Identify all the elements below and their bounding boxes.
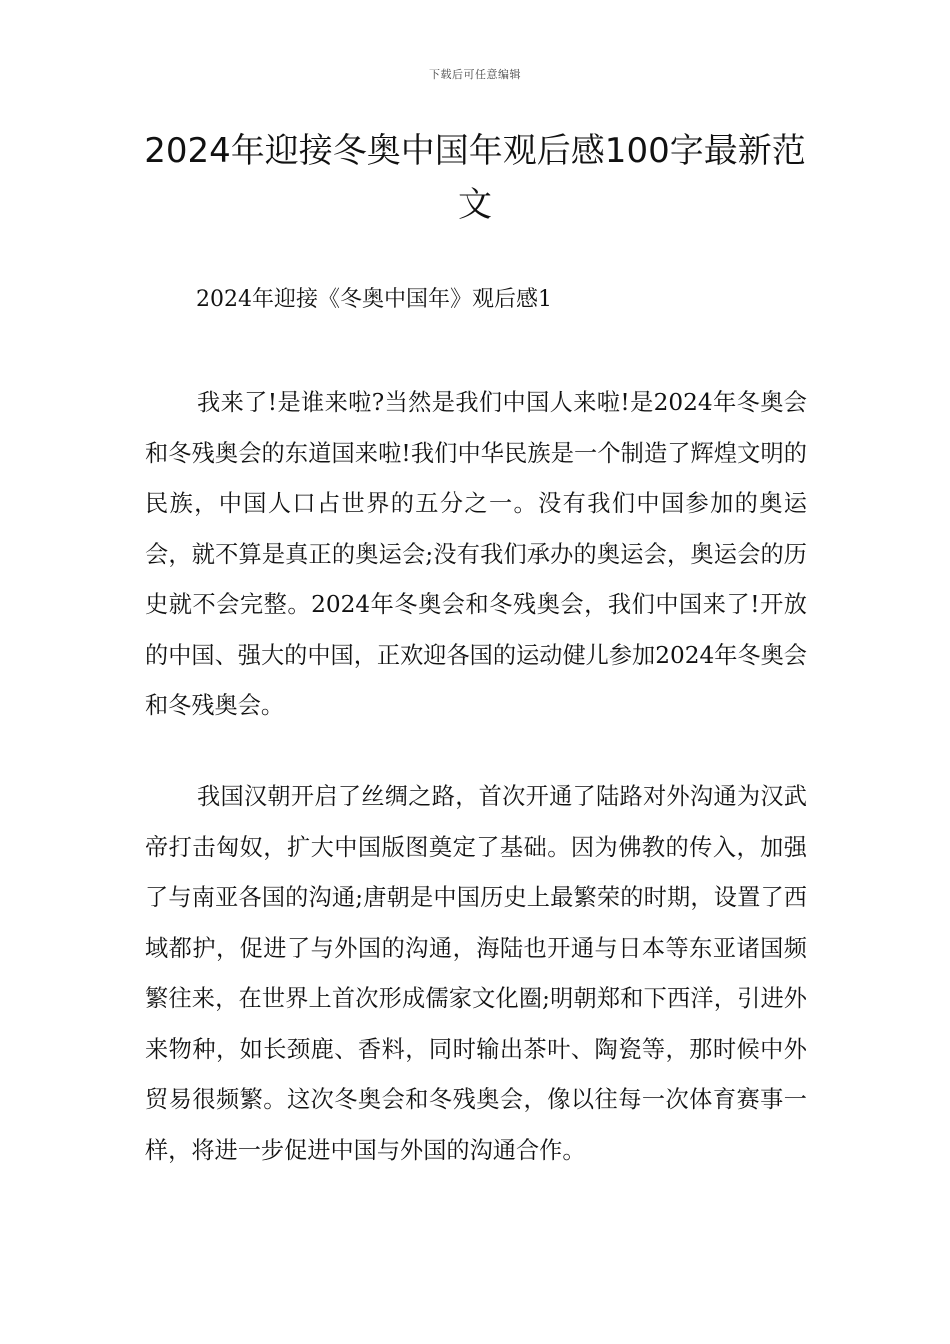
body-paragraph: 我来了!是谁来啦?当然是我们中国人来啦!是2024年冬奥会和冬残奥会的东道国来啦!我们中华民族是一个制造了辉煌文明的民族，中国人口占世界的五分之一。没有我们中国参加的奥运会，就不算是真正的奥运会;没有我们承办的奥运会，奥运会的历史就不会完整。2024年冬奥会和冬残奥会，我们中国来了!开放的中国、强大的中国，正欢迎各国的运动健儿参加2024年冬奥会和冬残奥会。 [145,389,807,719]
header-note: 下载后可任意编辑 [429,68,521,81]
document-title: 2024年迎接冬奥中国年观后感100字最新范文 [144,131,806,225]
body-paragraph: 我国汉朝开启了丝绸之路，首次开通了陆路对外沟通为汉武帝打击匈奴，扩大中国版图奠定了基础。因为佛教的传入，加强了与南亚各国的沟通;唐朝是中国历史上最繁荣的时期，设置了西域都护，促进了与外国的沟通，海陆也开通与日本等东亚诸国频繁往来，在世界上首次形成儒家文化圈;明朝郑和下西洋，引进外来物种，如长颈鹿、香料，同时输出茶叶、陶瓷等，那时候中外贸易很频繁。这次冬奥会和冬残奥会，像以往每一次体育赛事一样，将进一步促进中国与外国的沟通合作。 [145,783,807,1164]
document-subtitle: 2024年迎接《冬奥中国年》观后感1 [196,287,552,312]
